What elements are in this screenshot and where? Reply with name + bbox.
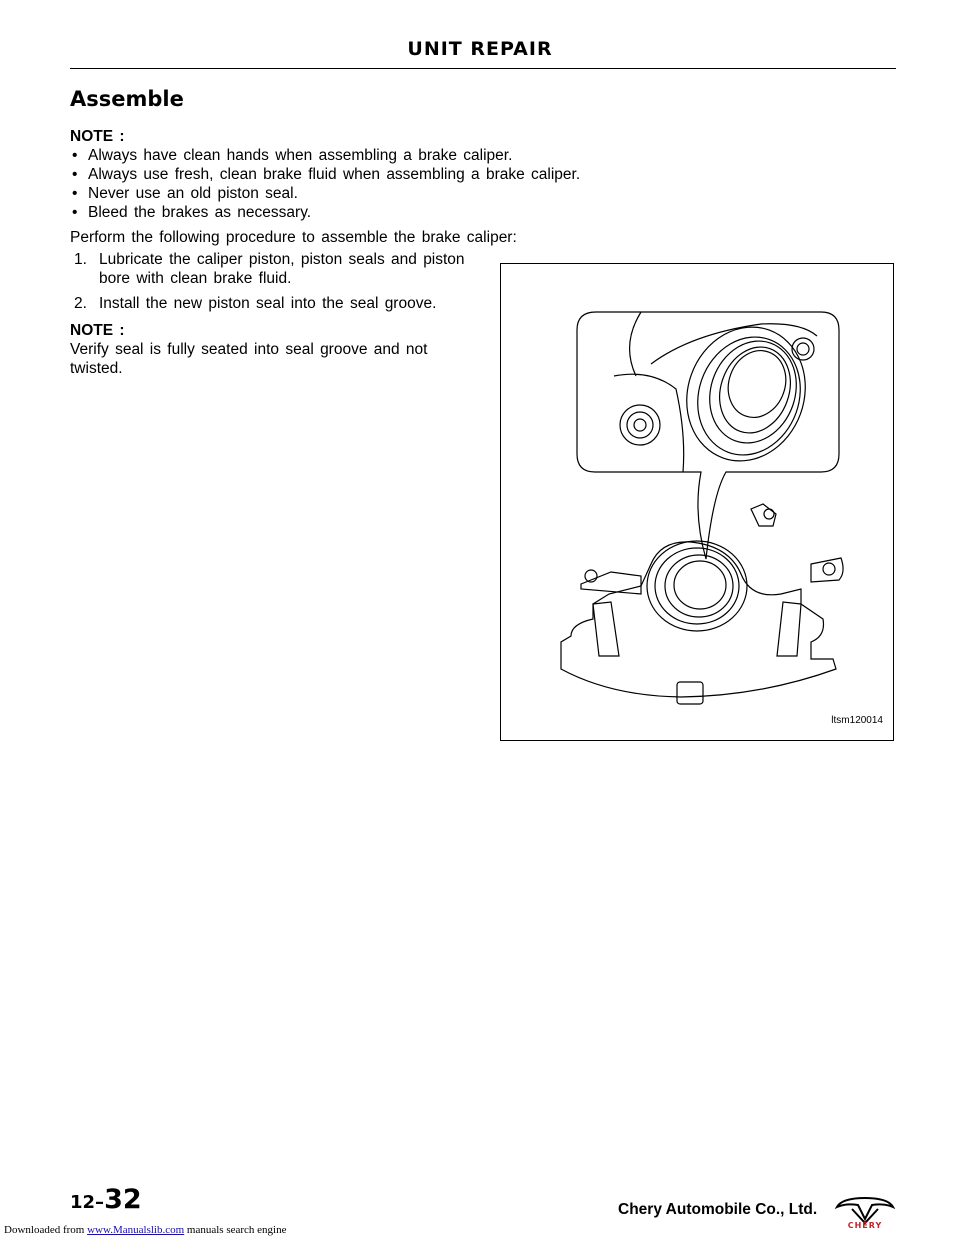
note-label: NOTE : (70, 128, 125, 145)
bullet-dot-icon: • (72, 166, 78, 183)
bullet-dot-icon: • (72, 147, 78, 164)
note-bullet-list (70, 146, 930, 222)
step-item: 2. Install the new piston seal into the seal groove. (74, 295, 437, 312)
header-rule (70, 68, 896, 69)
callout-bubble (577, 312, 839, 559)
note-block-2: NOTE : Verify seal is fully seated into seal groove and not twisted. (70, 321, 490, 378)
note-bullet: • Always have clean hands when assembling a brake caliper. (72, 147, 513, 164)
figure-id: ltsm120014 (831, 715, 883, 726)
caliper-illustration (500, 263, 894, 741)
step-list (70, 250, 490, 313)
bullet-dot-icon: • (72, 185, 78, 202)
procedure-steps (70, 250, 490, 313)
note-bullet: • Always use fresh, clean brake fluid when assembling a brake caliper. (72, 166, 581, 183)
page-header-title: UNIT REPAIR (407, 38, 553, 60)
section-title: Assemble (70, 87, 184, 111)
note-label: NOTE : (70, 322, 125, 339)
company-name: Chery Automobile Co., Ltd. (618, 1201, 818, 1218)
caliper-body (561, 542, 836, 697)
manualslib-link[interactable]: www.Manualslib.com (87, 1224, 185, 1236)
page-number: 12–32 (70, 1184, 142, 1215)
svg-text:CHERY: CHERY (847, 1221, 883, 1229)
brake-caliper-drawing (501, 264, 895, 742)
note-block-1 (70, 127, 930, 222)
step-number: 1. (74, 251, 87, 268)
step-number: 2. (74, 295, 87, 312)
procedure-intro: Perform the following procedure to assemble the brake caliper: (70, 229, 517, 246)
note-bullet: • Bleed the brakes as necessary. (72, 204, 312, 221)
bullet-dot-icon: • (72, 204, 78, 221)
chery-logo-icon (834, 1195, 896, 1229)
download-watermark: Downloaded from www.Manualslib.com manuals search engine (4, 1224, 287, 1236)
note-bullet: • Never use an old piston seal. (72, 185, 298, 202)
step-item: 1. Lubricate the caliper piston, piston seals and piston bore with clean brake fluid. (74, 251, 465, 287)
